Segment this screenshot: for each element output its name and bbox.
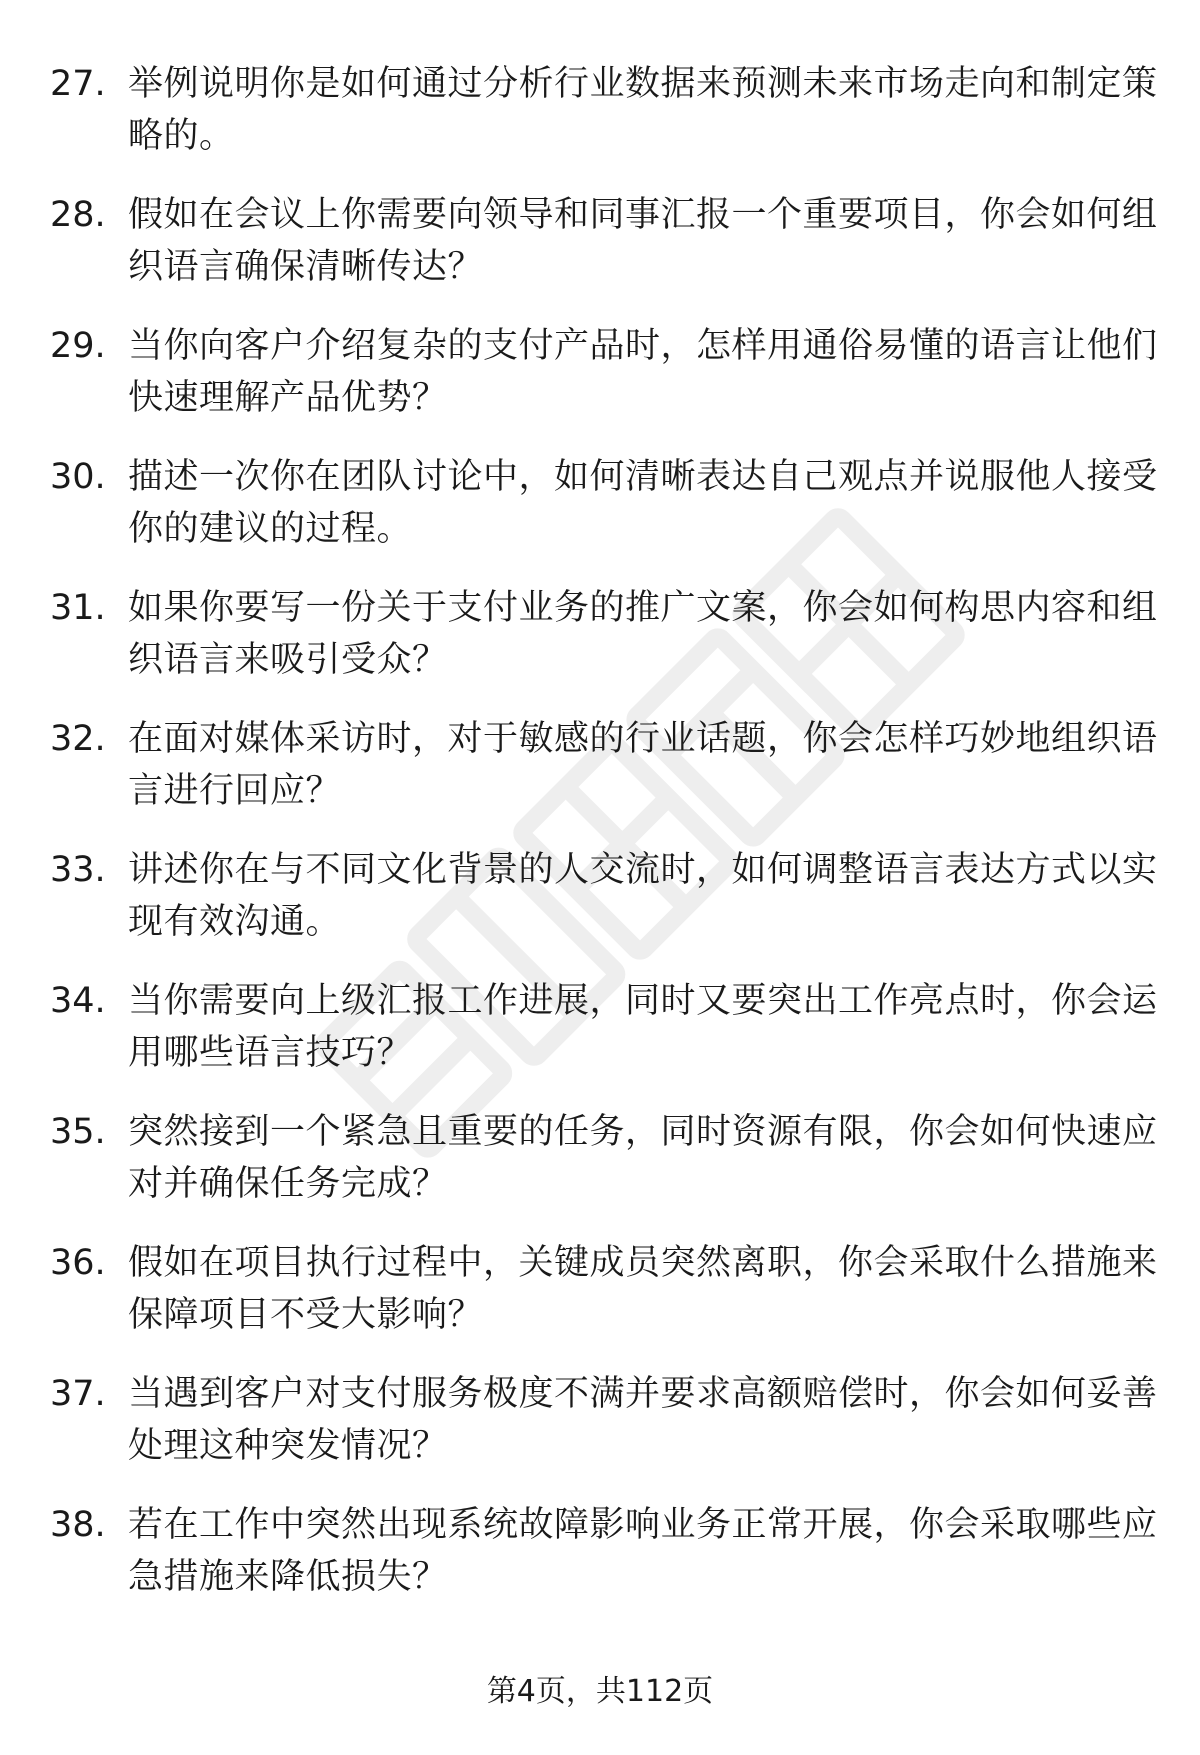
question-number: 31. xyxy=(50,588,106,628)
question-number: 29. xyxy=(50,326,106,366)
question-list xyxy=(50,58,1160,1630)
question-item-36 xyxy=(50,1237,1160,1368)
question-item-31 xyxy=(50,582,1160,713)
question-item-32 xyxy=(50,713,1160,844)
question-item-35 xyxy=(50,1106,1160,1237)
question-text: 描述一次你在团队讨论中，如何清晰表达自己观点并说服他人接受你的建议的过程。 xyxy=(128,457,1158,549)
question-number: 36. xyxy=(50,1243,106,1283)
question-text: 若在工作中突然出现系统故障影响业务正常开展，你会采取哪些应急措施来降低损失？ xyxy=(128,1505,1158,1597)
page-number-footer: 第4页，共112页 xyxy=(486,1674,714,1709)
question-item-37 xyxy=(50,1368,1160,1499)
question-text: 当遇到客户对支付服务极度不满并要求高额赔偿时，你会如何妥善处理这种突发情况？ xyxy=(128,1374,1158,1466)
question-item-28 xyxy=(50,189,1160,320)
question-number: 35. xyxy=(50,1112,106,1152)
question-text: 突然接到一个紧急且重要的任务，同时资源有限，你会如何快速应对并确保任务完成？ xyxy=(128,1112,1158,1204)
question-text: 假如在会议上你需要向领导和同事汇报一个重要项目，你会如何组织语言确保清晰传达？ xyxy=(128,195,1158,287)
question-text: 讲述你在与不同文化背景的人交流时，如何调整语言表达方式以实现有效沟通。 xyxy=(128,850,1158,942)
question-text: 如果你要写一份关于支付业务的推广文案，你会如何构思内容和组织语言来吸引受众？ xyxy=(128,588,1158,680)
question-item-33 xyxy=(50,844,1160,975)
question-number: 38. xyxy=(50,1505,106,1545)
question-number: 34. xyxy=(50,981,106,1021)
question-number: 27. xyxy=(50,64,106,104)
question-item-34 xyxy=(50,975,1160,1106)
question-number: 37. xyxy=(50,1374,106,1414)
question-number: 33. xyxy=(50,850,106,890)
question-text: 举例说明你是如何通过分析行业数据来预测未来市场走向和制定策略的。 xyxy=(128,64,1158,156)
question-item-27 xyxy=(50,58,1160,189)
question-item-38 xyxy=(50,1499,1160,1630)
question-text: 当你向客户介绍复杂的支付产品时，怎样用通俗易懂的语言让他们快速理解产品优势？ xyxy=(128,326,1158,418)
question-number: 28. xyxy=(50,195,106,235)
question-number: 32. xyxy=(50,719,106,759)
question-number: 30. xyxy=(50,457,106,497)
question-item-29 xyxy=(50,320,1160,451)
question-text: 在面对媒体采访时，对于敏感的行业话题，你会怎样巧妙地组织语言进行回应？ xyxy=(128,719,1158,811)
question-item-30 xyxy=(50,451,1160,582)
question-text: 当你需要向上级汇报工作进展，同时又要突出工作亮点时，你会运用哪些语言技巧？ xyxy=(128,981,1158,1073)
question-text: 假如在项目执行过程中，关键成员突然离职，你会采取什么措施来保障项目不受大影响？ xyxy=(128,1243,1158,1335)
